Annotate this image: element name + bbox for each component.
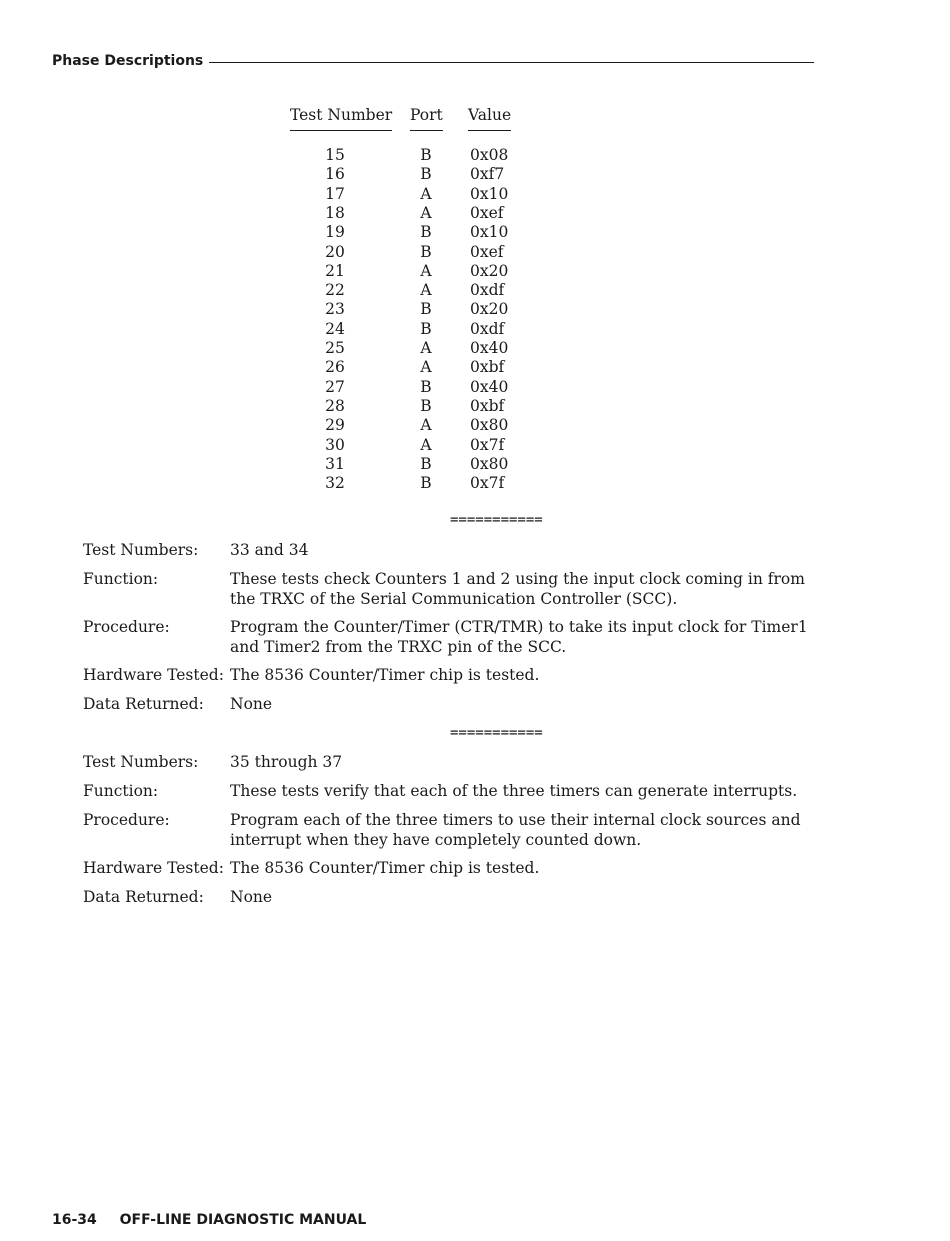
column-header-label: Value (468, 106, 512, 124)
port-cell: B (420, 454, 432, 473)
port-cell: B (420, 319, 432, 338)
port-cell: A (420, 416, 432, 435)
value-cell: 0xef (470, 203, 504, 222)
value-cell: 0x20 (470, 261, 509, 280)
port-cell: A (420, 435, 432, 454)
value-cell: 0x20 (470, 300, 509, 319)
field-label: Data Returned: (83, 888, 204, 906)
field-label: Procedure: (83, 811, 170, 829)
value-cell: 0xbf (470, 358, 505, 377)
port-cell: B (420, 223, 432, 242)
value-cell: 0x08 (470, 146, 509, 164)
column-header-port (410, 106, 443, 124)
port-cell: A (420, 261, 432, 280)
table-row (288, 455, 528, 474)
test-number-cell: 17 (325, 184, 345, 203)
column-header-underline (290, 130, 392, 131)
value-cell: 0x10 (470, 184, 509, 203)
field-value: The 8536 Counter/Timer chip is tested. (230, 666, 540, 684)
column-header-label: Port (410, 106, 443, 124)
test-number-cell: 23 (325, 300, 345, 319)
column-header-value (468, 106, 511, 124)
port-cell: B (420, 146, 432, 164)
test-number-cell: 22 (325, 281, 345, 300)
value-cell: 0x7f (470, 435, 505, 454)
table-row (288, 281, 528, 300)
test-number-cell: 15 (325, 146, 345, 164)
column-header-label: Test Number (290, 106, 393, 124)
page-footer (52, 1212, 366, 1228)
value-cell: 0xf7 (470, 165, 505, 184)
field-value: Program each of the three timers to use their internal clock sources and interrupt when they have completely counted down. (230, 811, 801, 849)
test-number-cell: 31 (325, 454, 345, 473)
port-cell: B (420, 474, 432, 493)
test-number-cell: 25 (325, 339, 345, 357)
value-cell: 0xbf (470, 396, 505, 415)
table-row (288, 185, 528, 204)
section-separator: =========== (450, 512, 543, 528)
field-label: Function: (83, 570, 159, 588)
manual-title: OFF-LINE DIAGNOSTIC MANUAL (119, 1212, 367, 1228)
port-cell: A (420, 358, 432, 377)
test-number-cell: 20 (325, 242, 345, 261)
test-number-cell: 21 (325, 261, 345, 280)
port-cell: A (420, 281, 432, 300)
table-row (288, 436, 528, 455)
test-number-cell: 29 (325, 416, 345, 435)
field-value: 35 through 37 (230, 753, 343, 771)
port-cell: A (420, 203, 432, 222)
test-number-cell: 27 (325, 377, 345, 396)
table-row (288, 223, 528, 242)
table-row (288, 358, 528, 377)
table-row (288, 243, 528, 262)
section-title: Phase Descriptions (52, 53, 204, 69)
value-cell: 0xdf (470, 319, 505, 338)
field-label: Test Numbers: (83, 541, 199, 559)
table-row (288, 339, 528, 358)
field-value: None (230, 888, 273, 906)
field-label: Hardware Tested: (83, 859, 224, 877)
section-separator: =========== (450, 725, 543, 741)
port-cell: B (420, 300, 432, 319)
test-number-cell: 30 (325, 435, 345, 454)
field-label: Procedure: (83, 618, 170, 636)
table-row (288, 165, 528, 184)
table-row (288, 320, 528, 339)
value-cell: 0xdf (470, 281, 505, 300)
value-cell: 0x40 (470, 339, 509, 357)
port-cell: A (420, 339, 432, 357)
table-row (288, 146, 528, 165)
table-row (288, 397, 528, 416)
port-cell: B (420, 242, 432, 261)
page-number: 16-34 (52, 1212, 97, 1228)
port-cell: B (420, 396, 432, 415)
table-row (288, 262, 528, 281)
field-value: These tests verify that each of the three timers can generate interrupts. (230, 782, 798, 800)
port-cell: A (420, 184, 432, 203)
test-number-cell: 18 (325, 203, 345, 222)
value-cell: 0x80 (470, 416, 509, 435)
column-header-underline (410, 130, 443, 131)
table-row (288, 300, 528, 319)
test-number-cell: 16 (325, 165, 345, 184)
table-row (288, 416, 528, 435)
table-row (288, 378, 528, 397)
test-number-cell: 26 (325, 358, 345, 377)
port-cell: B (420, 377, 432, 396)
test-number-cell: 19 (325, 223, 345, 242)
value-cell: 0x40 (470, 377, 509, 396)
field-label: Function: (83, 782, 159, 800)
port-cell: B (420, 165, 432, 184)
field-label: Hardware Tested: (83, 666, 224, 684)
column-header-test-number (290, 106, 392, 124)
field-value: The 8536 Counter/Timer chip is tested. (230, 859, 540, 877)
header-rule (209, 62, 814, 63)
test-number-cell: 28 (325, 396, 345, 415)
field-value: 33 and 34 (230, 541, 309, 559)
field-value: Program the Counter/Timer (CTR/TMR) to take its input clock for Timer1 and Timer2 from the TRXC pin of the SCC. (230, 618, 808, 656)
field-label: Data Returned: (83, 695, 204, 713)
field-value: None (230, 695, 273, 713)
page-header (52, 53, 814, 69)
value-cell: 0x10 (470, 223, 509, 242)
value-cell: 0x7f (470, 474, 505, 493)
test-number-cell: 24 (325, 319, 345, 338)
column-header-underline (468, 130, 511, 131)
test-number-cell: 32 (325, 474, 345, 493)
table-row (288, 204, 528, 223)
value-cell: 0xef (470, 242, 504, 261)
table-row (288, 474, 528, 493)
value-cell: 0x80 (470, 454, 509, 473)
field-label: Test Numbers: (83, 753, 199, 771)
field-value: These tests check Counters 1 and 2 using the input clock coming in from the TRXC of the Serial Communication Controller (SCC). (230, 570, 805, 608)
